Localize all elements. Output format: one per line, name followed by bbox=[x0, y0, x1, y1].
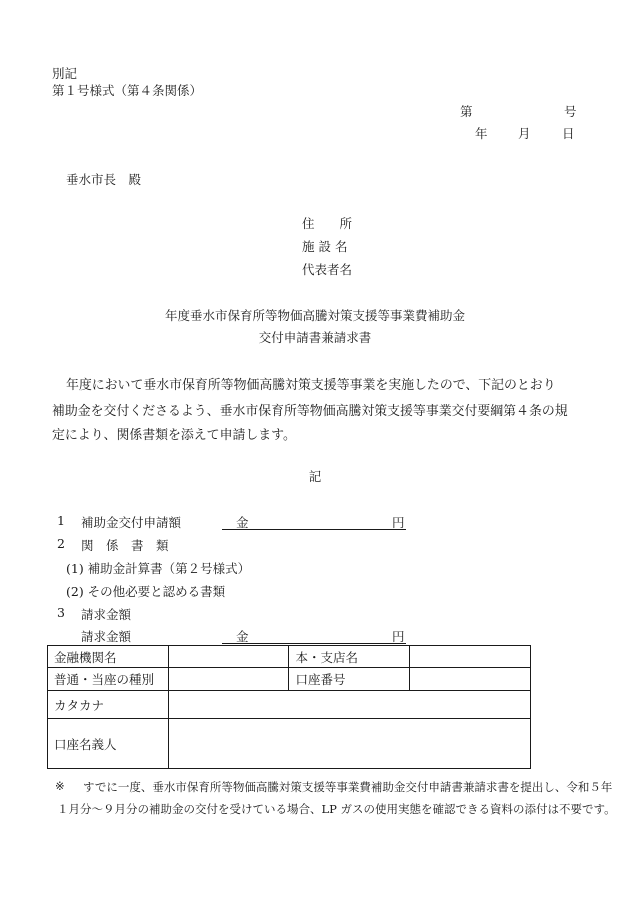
item3-en: 円 bbox=[392, 629, 405, 644]
item1-kin: 金 bbox=[236, 515, 249, 530]
table-row bbox=[48, 646, 531, 668]
branch-field[interactable] bbox=[410, 646, 531, 668]
item3-label: 請求金額 bbox=[81, 607, 132, 622]
item1-number: 1 bbox=[57, 513, 65, 528]
item3-sub-label: 請求金額 bbox=[81, 629, 132, 644]
item3-kin: 金 bbox=[236, 629, 249, 644]
item3-amount-underline bbox=[222, 643, 406, 644]
account-type-label: 普通・当座の種別 bbox=[48, 668, 169, 691]
table-row bbox=[48, 691, 531, 719]
bank-name-label: 金融機関名 bbox=[48, 646, 169, 668]
item3-number: 3 bbox=[57, 605, 65, 620]
item2-sub1: (1) 補助金計算書（第２号様式） bbox=[66, 561, 251, 576]
account-holder-field[interactable] bbox=[168, 719, 530, 769]
bank-name-field[interactable] bbox=[168, 646, 289, 668]
document-title-line2: 交付申請書兼請求書 bbox=[258, 330, 372, 345]
note-line2: １月分～９月分の補助金の交付を受けている場合、LP ガスの使用実態を確認できる資料の添付は不要です。 bbox=[57, 802, 616, 816]
item2-number: 2 bbox=[57, 536, 65, 551]
body-line1: 年度において垂水市保育所等物価高騰対策支援等事業を実施したので、下記のとおり bbox=[66, 378, 556, 393]
katakana-label: カタカナ bbox=[48, 691, 169, 719]
number-prefix: 第 bbox=[460, 104, 473, 119]
date-year: 年 bbox=[475, 126, 488, 141]
item1-amount-underline bbox=[222, 529, 406, 530]
item1-en: 円 bbox=[392, 515, 405, 530]
note-line1: すでに一度、垂水市保育所等物価高騰対策支援等事業費補助金交付申請書兼請求書を提出し、令和５年 bbox=[83, 780, 613, 794]
bank-account-table bbox=[47, 645, 531, 769]
item2-sub2: (2) その他必要と認める書類 bbox=[66, 584, 226, 599]
item1-label: 補助金交付申請額 bbox=[81, 515, 182, 530]
item2-label: 関 係 書 類 bbox=[81, 538, 169, 553]
date-day: 日 bbox=[562, 126, 575, 141]
body-line3: 定により、関係書類を添えて申請します。 bbox=[52, 428, 296, 443]
form-label: 第１号様式（第４条関係） bbox=[52, 83, 203, 98]
account-number-field[interactable] bbox=[410, 668, 531, 691]
body-line2: 補助金を交付くださるよう、垂水市保育所等物価高騰対策支援等事業交付要綱第４条の規 bbox=[52, 404, 568, 419]
table-row bbox=[48, 668, 531, 691]
table-row bbox=[48, 719, 531, 769]
account-number-label: 口座番号 bbox=[289, 668, 410, 691]
date-month: 月 bbox=[518, 126, 531, 141]
address-label: 住 所 bbox=[302, 216, 353, 231]
document-title-line1: 年度垂水市保育所等物価高騰対策支援等事業費補助金 bbox=[164, 308, 465, 323]
branch-label: 本・支店名 bbox=[289, 646, 410, 668]
katakana-field[interactable] bbox=[168, 691, 530, 719]
account-holder-label: 口座名義人 bbox=[48, 719, 169, 769]
number-suffix: 号 bbox=[564, 104, 577, 119]
note-mark: ※ bbox=[55, 779, 65, 793]
attached-label: 別記 bbox=[52, 66, 78, 81]
representative-label: 代表者名 bbox=[302, 262, 353, 277]
account-type-field[interactable] bbox=[168, 668, 289, 691]
facility-label: 施 設 名 bbox=[302, 239, 348, 254]
ki-label: 記 bbox=[308, 469, 322, 484]
addressee: 垂水市長 殿 bbox=[66, 172, 142, 187]
